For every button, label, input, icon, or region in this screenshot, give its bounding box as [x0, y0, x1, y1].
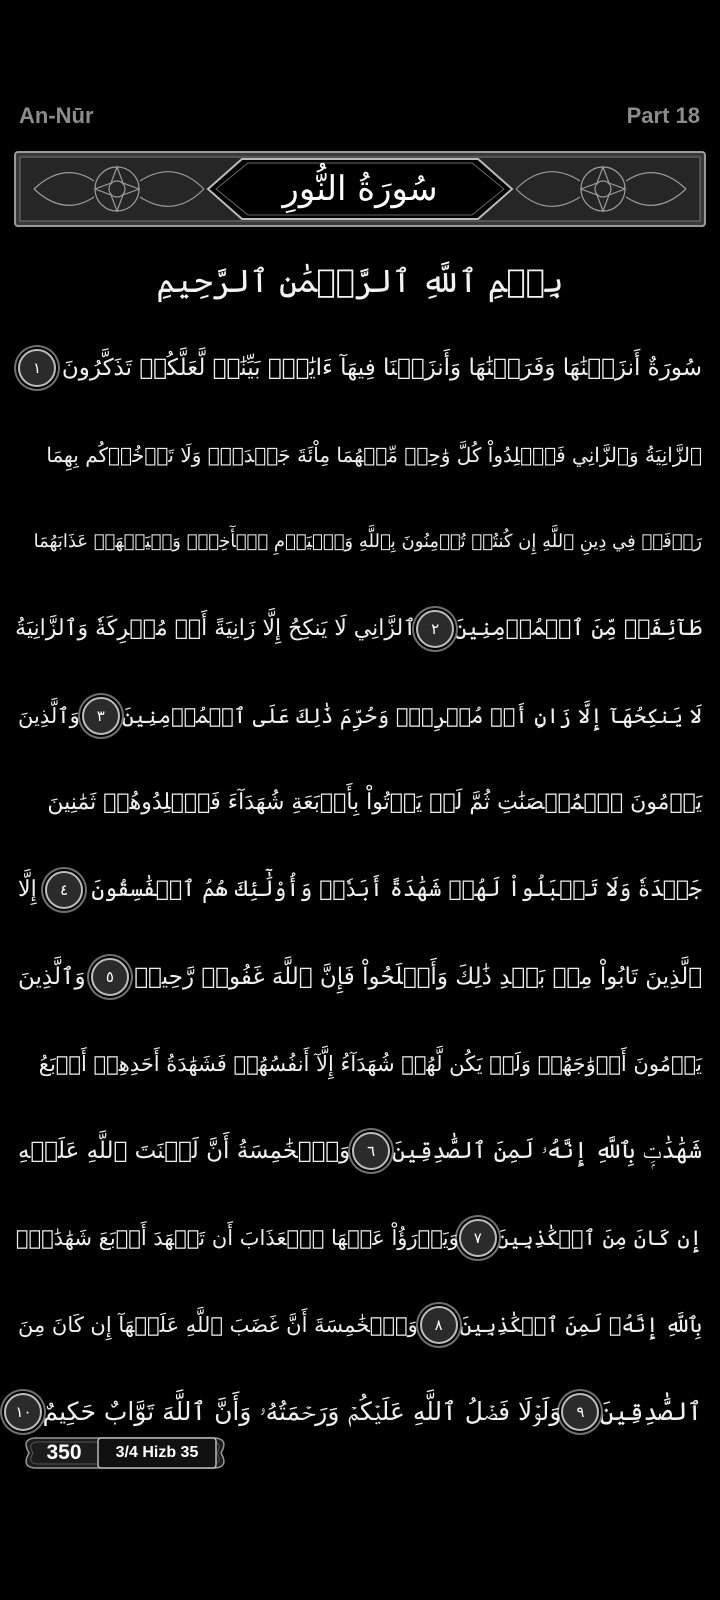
verse-text[interactable]: وَٱلَّذِينَ: [18, 963, 86, 990]
verse-text[interactable]: وَيَدۡرَؤُاْ عَنۡهَا ٱلۡعَذَابَ أَن تَشۡهَدَ أَرۡبَعَ شَهَٰدَٰتِۭ: [15, 1225, 459, 1250]
page-number: 350: [46, 1441, 82, 1464]
verse-text[interactable]: وَٱلَّذِينَ: [18, 703, 80, 728]
ayah-number-marker[interactable]: ٣: [82, 697, 120, 735]
ayah-number-marker[interactable]: ١٠: [4, 1393, 42, 1431]
verse-text[interactable]: وَلَوۡلَا فَضۡلُ ٱللَّهِ عَلَيۡكُمۡ وَرَحۡمَتُهُۥ وَأَنَّ ٱللَّهَ تَوَّابٌ حَكِيمٌ: [42, 1396, 562, 1426]
ayah-number-marker[interactable]: ٥: [91, 958, 129, 996]
verse-line: [18, 1107, 702, 1194]
verse-text[interactable]: ٱلصَّٰدِقِينَ: [599, 1397, 702, 1426]
verse-text[interactable]: ٱلزَّانِي لَا يَنكِحُ إِلَّا زَانِيَةً أَوۡ مُشۡرِكَةٗ وَٱلزَّانِيَةُ: [15, 616, 417, 641]
verse-line: [18, 933, 702, 1020]
verse-text[interactable]: شَهَٰدَٰتِۭ بِٱللَّهِ إِنَّهُۥ لَمِنَ ٱلصَّٰدِقِينَ: [392, 1137, 702, 1164]
ayah-number-marker[interactable]: ٦: [352, 1132, 390, 1170]
verse-text[interactable]: سُورَةٌ أَنزَلۡنَٰهَا وَفَرَضۡنَٰهَا وَأَنزَلۡنَا فِيهَآ ءَايَٰتِۭ بَيِّنَٰتٖ لَّعَلَّكُمۡ تَذَكَّرُونَ: [61, 354, 702, 381]
ayah-number-marker[interactable]: ٧: [459, 1219, 497, 1257]
verse-line: [15, 1194, 702, 1281]
basmala: بِسۡمِ ٱللَّهِ ٱلرَّحۡمَٰنِ ٱلرَّحِيمِ: [156, 262, 564, 300]
surah-title: سُورَةُ النُّورِ: [282, 169, 438, 209]
verse-text[interactable]: وَٱلۡخَٰمِسَةُ أَنَّ لَعۡنَتَ ٱللَّهِ عَلَيۡهِ: [18, 1137, 351, 1164]
verse-line: [18, 846, 702, 933]
page-header: [19, 98, 700, 134]
verse-text[interactable]: رَأۡفَةٞ فِي دِينِ ٱللَّهِ إِن كُنتُمۡ تُؤۡمِنُونَ بِٱللَّهِ وَٱلۡيَوۡمِ ٱلۡأٓخِرِۖ وَلۡيَشۡهَدۡ عَذَابَهُمَا: [33, 531, 702, 552]
verse-text[interactable]: يَرۡمُونَ أَزۡوَٰجَهُمۡ وَلَمۡ يَكُن لَّهُمۡ شُهَدَآءُ إِلَّآ أَنفُسُهُمۡ فَشَهَٰدَةُ أَحَدِهِمۡ أَرۡبَعُ: [38, 1051, 702, 1076]
verse-line: [18, 411, 702, 498]
verse-line: [18, 759, 702, 846]
verse-text[interactable]: بِٱللَّهِ إِنَّهُۥ لَمِنَ ٱلۡكَٰذِبِينَ: [459, 1312, 702, 1337]
quran-page-text: [15, 324, 702, 1455]
verse-text[interactable]: لَا يَنكِحُهَآ إِلَّا زَانٍ أَوۡ مُشۡرِكٞۚ وَحُرِّمَ ذَٰلِكَ عَلَى ٱلۡمُؤۡمِنِينَ: [121, 703, 702, 728]
verse-text[interactable]: ٱلزَّانِيَةُ وَٱلزَّانِي فَٱجۡلِدُواْ كُلَّ وَٰحِدٖ مِّنۡهُمَا مِاْئَةَ جَلۡدَةٖۖ وَلَا تَأۡخُذۡكُم بِهِمَا: [46, 442, 702, 467]
verse-line: [15, 585, 702, 672]
verse-line: [18, 1020, 702, 1107]
verse-line: [18, 498, 702, 585]
ayah-number-marker[interactable]: ٢: [416, 610, 454, 648]
verse-text[interactable]: جَلۡدَةٗ وَلَا تَقۡبَلُواْ لَهُمۡ شَهَٰدَةً أَبَدٗاۚ وَأُوْلَٰٓئِكَ هُمُ ٱلۡفَٰسِقُونَ: [91, 877, 702, 902]
verse-line: [18, 324, 702, 411]
hizb-indicator: 3/4 Hizb 35: [115, 1444, 199, 1461]
surah-title-banner: [14, 151, 706, 227]
verse-text[interactable]: يَرۡمُونَ ٱلۡمُحۡصَنَٰتِ ثُمَّ لَمۡ يَأۡتُواْ بِأَرۡبَعَةِ شُهَدَآءَ فَٱجۡلِدُوهُمۡ ثَمَٰنِينَ: [47, 790, 702, 815]
verse-text[interactable]: إِلَّا: [18, 877, 37, 902]
verse-text[interactable]: ٱلَّذِينَ تَابُواْ مِنۢ بَعۡدِ ذَٰلِكَ وَأَصۡلَحُواْ فَإِنَّ ٱللَّهَ غَفُورٞ رَّحِيمٞ: [134, 963, 702, 990]
verse-line: [18, 1281, 702, 1368]
verse-line: [18, 672, 702, 759]
ayah-number-marker[interactable]: ٤: [45, 871, 83, 909]
part-label: Part 18: [626, 103, 700, 128]
verse-text[interactable]: طَآئِفَةٞ مِّنَ ٱلۡمُؤۡمِنِينَ: [454, 616, 702, 641]
ayah-number-marker[interactable]: ٨: [420, 1306, 458, 1344]
page-footer: [19, 1435, 231, 1471]
verse-text[interactable]: إِن كَانَ مِنَ ٱلۡكَٰذِبِينَ: [496, 1225, 702, 1250]
surah-name-label: An-Nūr: [19, 103, 94, 128]
ayah-number-marker[interactable]: ٩: [561, 1393, 599, 1431]
ayah-number-marker[interactable]: ١: [18, 349, 56, 387]
verse-text[interactable]: وَٱلۡخَٰمِسَةَ أَنَّ غَضَبَ ٱللَّهِ عَلَيۡهَآ إِن كَانَ مِنَ: [18, 1312, 418, 1337]
